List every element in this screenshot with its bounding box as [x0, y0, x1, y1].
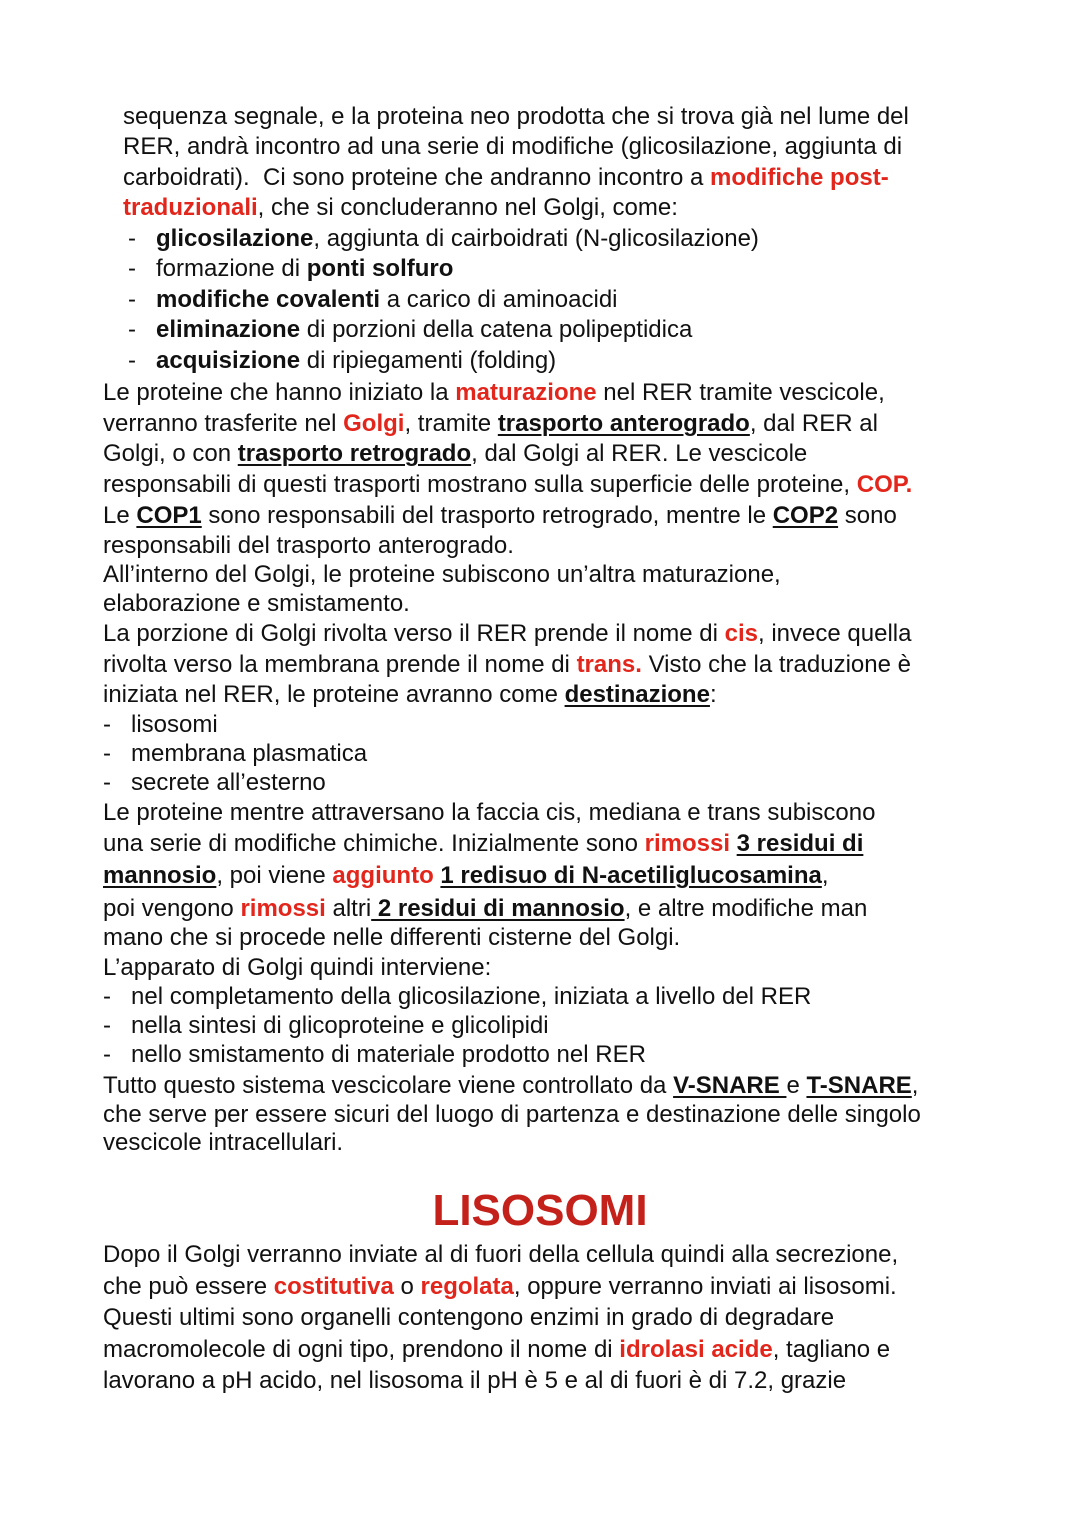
text-line — [103, 1240, 898, 1270]
text-line — [103, 953, 491, 983]
text-line — [103, 861, 829, 891]
bullet-dash-icon: - — [103, 1041, 111, 1068]
text-segment: di ripiegamenti (folding) — [300, 347, 557, 374]
text-segment: lavorano a pH acido, nel lisosoma il pH è 5 e al di fuori è di 7.2, grazie — [103, 1367, 847, 1394]
text-segment: , invece quella — [758, 620, 912, 647]
bullet-dash-icon: - — [103, 1012, 111, 1039]
bullet-dash-icon: - — [128, 255, 136, 282]
text-segment: Questi ultimi sono organelli contengono enzimi in grado di degradare — [103, 1304, 835, 1331]
text-segment: , e altre modifiche man — [624, 895, 868, 922]
text-segment: nella sintesi di glicoproteine e glicolipidi — [131, 1012, 549, 1039]
text-segment: Le — [103, 502, 137, 529]
text-segment: , dal RER al — [749, 410, 878, 437]
bold-term: acquisizione — [156, 347, 301, 374]
text-segment: Le proteine mentre attraversano la faccia cis, mediana e trans subiscono — [103, 799, 876, 826]
list-item — [103, 1011, 549, 1041]
text-segment: , tagliano e — [772, 1336, 891, 1363]
text-line — [103, 531, 514, 561]
text-segment: L’apparato di Golgi quindi interviene: — [103, 954, 492, 981]
text-line — [103, 560, 781, 590]
text-segment: , che si concluderanno nel Golgi, come: — [257, 194, 678, 221]
list-item — [128, 315, 692, 345]
bullet-dash-icon: - — [128, 316, 136, 343]
text-line — [103, 1303, 834, 1333]
list-item — [103, 768, 326, 798]
text-line — [103, 589, 410, 619]
text-line — [103, 409, 878, 439]
highlighted-term: regolata — [420, 1273, 514, 1300]
bullet-dash-icon: - — [103, 711, 111, 738]
text-segment: vescicole intracellulari. — [103, 1129, 344, 1156]
text-line — [103, 680, 717, 710]
text-segment: che serve per essere sicuri del luogo di partenza e destinazione delle singolo — [103, 1101, 921, 1128]
text-segment: a carico di aminoacidi — [380, 286, 618, 313]
highlighted-term: traduzionali — [123, 194, 258, 221]
text-segment: : — [709, 681, 717, 708]
list-item — [103, 1040, 646, 1070]
bold-term: 2 residui di mannosio — [371, 895, 625, 922]
highlighted-term: rimossi — [644, 830, 730, 857]
highlighted-term: Golgi — [343, 410, 405, 437]
text-segment: RER, andrà incontro ad una serie di modifiche (glicosilazione, aggiunta di — [123, 133, 903, 160]
text-segment: nel RER tramite vescicole, — [596, 379, 885, 406]
text-segment: iniziata nel RER, le proteine avranno come — [103, 681, 565, 708]
bold-term: T-SNARE — [806, 1072, 912, 1099]
text-segment: nello smistamento di materiale prodotto nel RER — [131, 1041, 646, 1068]
text-segment: o — [393, 1273, 421, 1300]
list-item — [103, 982, 811, 1012]
text-segment: carboidrati). Ci sono proteine che andranno incontro a — [123, 164, 711, 191]
bullet-dash-icon: - — [103, 740, 111, 767]
text-line — [103, 1128, 343, 1158]
highlighted-term: COP. — [856, 471, 913, 498]
text-segment: , tramite — [404, 410, 498, 437]
text-segment: , dal Golgi al RER. Le vescicole — [471, 440, 808, 467]
bold-term: trasporto retrogrado — [237, 440, 472, 467]
text-line — [103, 1335, 890, 1365]
text-segment: , — [821, 862, 829, 889]
text-line — [123, 102, 909, 132]
text-line — [103, 1366, 846, 1396]
text-segment: lisosomi — [131, 711, 218, 738]
text-segment: poi vengono — [103, 895, 241, 922]
text-segment: nel completamento della glicosilazione, iniziata a livello del RER — [131, 983, 812, 1010]
highlighted-term: idrolasi acide — [619, 1336, 773, 1363]
list-item — [128, 346, 556, 376]
text-line — [123, 193, 678, 223]
text-line — [103, 470, 912, 500]
text-line — [103, 829, 863, 859]
text-segment: elaborazione e smistamento. — [103, 590, 410, 617]
text-segment: , — [911, 1072, 919, 1099]
text-segment: rivolta verso la membrana prende il nome di — [103, 651, 577, 678]
text-segment: sequenza segnale, e la proteina neo prodotta che si trova già nel lume del — [123, 103, 909, 130]
text-line — [103, 923, 680, 953]
text-line — [103, 1272, 897, 1302]
text-line — [103, 439, 807, 469]
highlighted-term: costitutiva — [273, 1273, 394, 1300]
text-segment: , oppure verranno inviati ai lisosomi. — [513, 1273, 897, 1300]
list-item — [128, 224, 759, 254]
text-segment: responsabili di questi trasporti mostrano sulla superficie delle proteine, — [103, 471, 857, 498]
text-segment: Visto che la traduzione è — [641, 651, 911, 678]
text-segment: Dopo il Golgi verranno inviate al di fuori della cellula quindi alla secrezione, — [103, 1241, 899, 1268]
text-line — [103, 619, 911, 649]
bold-term: destinazione — [564, 681, 710, 708]
text-segment: Tutto questo sistema vescicolare viene controllato da — [103, 1072, 674, 1099]
bullet-dash-icon: - — [128, 225, 136, 252]
bold-term: eliminazione — [156, 316, 301, 343]
text-segment: e — [786, 1072, 807, 1099]
highlighted-term: maturazione — [455, 379, 597, 406]
text-segment: , poi viene — [216, 862, 333, 889]
text-segment: macromolecole di ogni tipo, prendono il nome di — [103, 1336, 620, 1363]
bold-term: V-SNARE — [673, 1072, 787, 1099]
text-segment: All’interno del Golgi, le proteine subiscono un’altra maturazione, — [103, 561, 781, 588]
bullet-dash-icon: - — [103, 983, 111, 1010]
highlighted-term: aggiunto — [332, 862, 434, 889]
text-segment — [730, 830, 737, 857]
text-segment: di porzioni della catena polipeptidica — [300, 316, 693, 343]
bold-term: ponti solfuro — [306, 255, 454, 282]
list-item — [128, 254, 453, 284]
list-item — [103, 739, 367, 769]
text-segment: Le proteine che hanno iniziato la — [103, 379, 456, 406]
bold-term: trasporto anterogrado — [497, 410, 750, 437]
text-line — [103, 1100, 921, 1130]
text-line — [103, 1071, 918, 1101]
text-segment: responsabili del trasporto anterogrado. — [103, 532, 514, 559]
highlighted-term: rimossi — [240, 895, 326, 922]
bold-term: modifiche covalenti — [156, 286, 381, 313]
section-heading-lisosomi: LISOSOMI — [432, 1186, 648, 1235]
text-segment: formazione di — [156, 255, 307, 282]
text-segment: membrana plasmatica — [131, 740, 368, 767]
bold-term: 3 residui di — [736, 830, 864, 857]
text-segment: che può essere — [103, 1273, 274, 1300]
text-line — [123, 132, 902, 162]
text-segment: mano che si procede nelle differenti cisterne del Golgi. — [103, 924, 681, 951]
highlighted-term: cis — [724, 620, 759, 647]
text-segment: secrete all’esterno — [131, 769, 326, 796]
text-line — [103, 650, 911, 680]
text-line — [123, 163, 889, 193]
text-line — [103, 798, 875, 828]
text-segment: altri — [325, 895, 372, 922]
list-item — [128, 285, 618, 315]
bold-term: glicosilazione — [156, 225, 314, 252]
text-line — [103, 501, 897, 531]
text-segment: , aggiunta di cairboidrati (N-glicosilazione) — [313, 225, 759, 252]
bold-term: mannosio — [103, 862, 217, 889]
text-line — [103, 378, 885, 408]
text-segment: una serie di modifiche chimiche. Inizialmente sono — [103, 830, 645, 857]
text-segment: verranno trasferite nel — [103, 410, 344, 437]
bullet-dash-icon: - — [128, 347, 136, 374]
bullet-dash-icon: - — [103, 769, 111, 796]
text-line — [103, 894, 867, 924]
text-segment: Golgi, o con — [103, 440, 238, 467]
list-item — [103, 710, 218, 740]
bold-term: 1 redisuo di N-acetiliglucosamina — [440, 862, 822, 889]
bullet-dash-icon: - — [128, 286, 136, 313]
bold-term: COP2 — [772, 502, 839, 529]
highlighted-term: trans. — [576, 651, 642, 678]
text-segment: La porzione di Golgi rivolta verso il RER prende il nome di — [103, 620, 725, 647]
bold-term: COP1 — [136, 502, 202, 529]
text-segment: sono — [838, 502, 897, 529]
text-segment: sono responsabili del trasporto retrogrado, mentre le — [201, 502, 773, 529]
highlighted-term: modifiche post- — [710, 164, 889, 191]
